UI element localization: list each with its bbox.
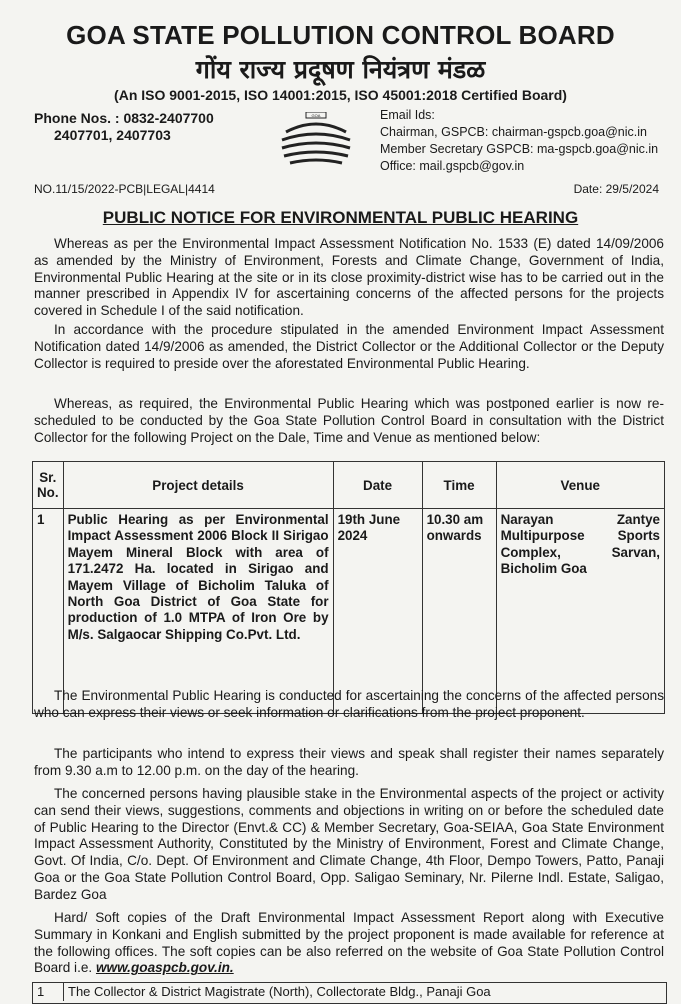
paragraph-3: Whereas, as required, the Environmental Public Hearing which was postponed earlier is now re-scheduled to be conducted by the Goa State Pollution Control Board in consultation with the District Collector for the following Project on the Dale, Time and Venue as mentioned below:: [34, 396, 664, 445]
phone-line-1: Phone Nos. : 0832-2407700: [34, 110, 214, 126]
header-sr-no: Sr. No.: [33, 462, 64, 509]
header-project-details: Project details: [63, 462, 333, 509]
project-table: [32, 461, 665, 714]
paragraph-1: Whereas as per the Environmental Impact Assessment Notification No. 1533 (E) dated 14/09/2006 as amended by the Ministry of Environment, Forests and Climate Change, Government of India, Environmental Public Hearing at the site or in its close proximity-district wise has to be carried out in the manner prescribed in Appendix IV for ascertaining concerns of the affected persons for the projects covered in Schedule I of the said notification.: [34, 236, 664, 319]
header-time: Time: [422, 462, 496, 509]
email-member-secretary[interactable]: Member Secretary GSPCB: ma-gspcb.goa@nic.in: [380, 142, 659, 156]
website-link[interactable]: www.goaspcb.gov.in.: [95, 960, 234, 976]
cell-venue: Narayan Zantye Multipurpose Sports Complex, Sarvan, Bicholim Goa: [496, 509, 664, 714]
phone-line-2: 2407701, 2407703: [54, 127, 171, 143]
table-header-row: [33, 462, 665, 509]
cell-project-details: Public Hearing as per Environmental Impact Assessment 2006 Block II Sirigao Mayem Mineral Block with area of 171.2472 Ha. located in Sirigao and Mayem Village of Bicholim Taluka of North Goa District of Goa State for production of 1.0 MTPA of Iron Ore by M/s. Salgaocar Shipping Co.Pvt. Ltd.: [63, 509, 333, 714]
svg-text:GOA: GOA: [311, 113, 321, 118]
email-block: [380, 107, 658, 175]
cell-time: 10.30 am onwards: [422, 509, 496, 714]
office-row-text: The Collector & District Magistrate (North), Collectorate Bldg., Panaji Goa: [68, 984, 491, 999]
paragraph-5: The participants who intend to express their views and speak shall register their names separately from 9.30 a.m to 12.00 p.m. on the day of the hearing.: [34, 746, 664, 778]
phone-block: [34, 110, 214, 144]
paragraph-7-text: Hard/ Soft copies of the Draft Environmental Impact Assessment Report along with Executive Summary in Konkani and English submitted by the project proponent is made available for reference at the following offices. The soft copies can be also referred on the website of Goa State Pollution Control Board i.e.: [34, 910, 664, 976]
board-title-hindi: गोंय राज्य प्रदूषण नियंत्रण मंडळ: [195, 55, 486, 84]
cell-date: 19th June 2024: [333, 509, 422, 714]
header-date: Date: [333, 462, 422, 509]
paragraph-6: The concerned persons having plausible stake in the Environmental aspects of the project or activity can send their views, suggestions, comments and objections in writing on or before the scheduled date of Public Hearing to the Director (Envt.& CC) & Member Secretary, Goa-SEIAA, Goa State Environment Impact Assessment Authority, Constituted by the Ministry of Environment, Forest and Climate Change, Govt. Of India, C/o. Dept. Of Environment and Climate Change, 4th Floor, Dempo Towers, Patto, Panaji Goa or the Goa State Pollution Control Board, Opp. Saligao Seminary, Nr. Pilerne Indl. Estate, Saligao, Bardez Goa: [34, 786, 664, 902]
reference-line: [34, 182, 659, 196]
notice-date: Date: 29/5/2024: [573, 182, 659, 196]
office-row-1: [32, 982, 667, 1004]
header-venue: Venue: [496, 462, 664, 509]
iso-certification: (An ISO 9001-2015, ISO 14001:2015, ISO 45001:2018 Certified Board): [114, 87, 567, 103]
reference-number: NO.11/15/2022-PCB|LEGAL|4414: [34, 182, 215, 196]
table-row: [33, 509, 665, 714]
email-chairman[interactable]: Chairman, GSPCB: chairman-gspcb.goa@nic.in: [380, 125, 647, 139]
paragraph-4: The Environmental Public Hearing is conducted for ascertaining the concerns of the affected persons who can express their views or seek information or clarifications from the project proponent.: [34, 688, 664, 720]
cell-sr-no: 1: [33, 509, 64, 714]
paragraph-7: [34, 910, 664, 977]
email-label: Email Ids:: [380, 108, 435, 122]
paragraph-2: In accordance with the procedure stipulated in the amended Environment Impact Assessment Notification dated 14/9/2006 as amended, the District Collector or the Additional Collector or the Deputy Collector is required to preside over the aforestated Environmental Public Hearing.: [34, 322, 664, 371]
gspcb-logo-icon: [280, 112, 352, 170]
email-office[interactable]: Office: mail.gspcb@gov.in: [380, 159, 525, 173]
board-title: GOA STATE POLLUTION CONTROL BOARD: [66, 20, 615, 50]
office-row-number: 1: [33, 983, 64, 1001]
notice-title: PUBLIC NOTICE FOR ENVIRONMENTAL PUBLIC HEARING: [102, 208, 579, 227]
